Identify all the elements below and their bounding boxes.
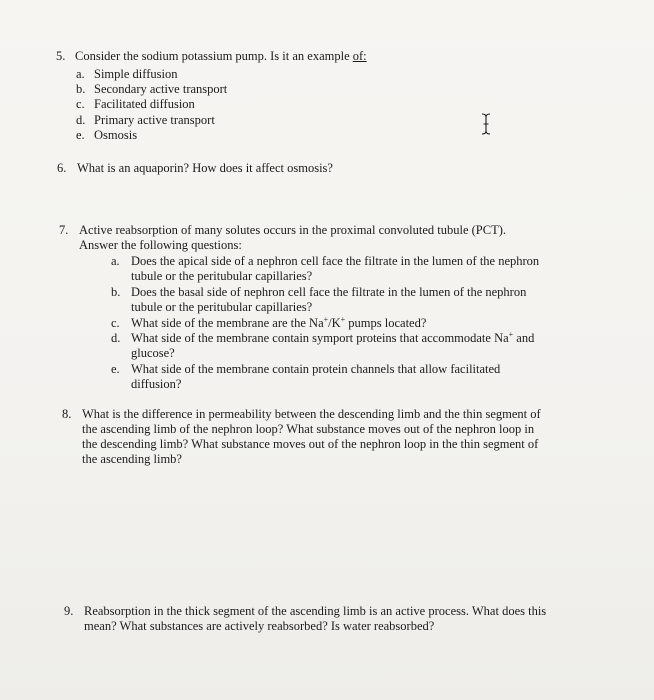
option-letter: e. bbox=[76, 128, 85, 142]
question-number: 5. bbox=[56, 49, 66, 63]
question-number: 9. bbox=[64, 604, 74, 618]
option-letter: b. bbox=[76, 82, 86, 96]
text-part: What side of the membrane contain symport proteins that accommodate Na bbox=[131, 331, 509, 345]
text-part: /K bbox=[328, 316, 341, 330]
option-letter: d. bbox=[76, 113, 86, 127]
question-number: 8. bbox=[62, 407, 72, 421]
option-text: Secondary active transport bbox=[94, 82, 228, 96]
question-text-line: the ascending limb of the nephron loop? What substance moves out of the nephron loop in bbox=[82, 422, 535, 436]
question-text-line: mean? What substances are actively reabsorbed? Is water reabsorbed? bbox=[84, 619, 435, 633]
subquestion-letter: e. bbox=[111, 362, 120, 376]
question-text-line: the descending limb? What substance moves out of the nephron loop in the thin segment of bbox=[82, 437, 539, 451]
subquestion-text: Does the basal side of nephron cell face the filtrate in the lumen of the nephron bbox=[131, 285, 527, 299]
subquestion-text: glucose? bbox=[131, 346, 175, 360]
question-text-line: Active reabsorption of many solutes occurs in the proximal convoluted tubule (PCT). bbox=[79, 223, 506, 237]
subquestion-text: Does the apical side of a nephron cell face the filtrate in the lumen of the nephron bbox=[131, 254, 540, 268]
superscript: + bbox=[508, 329, 514, 339]
subquestion-letter: a. bbox=[111, 254, 120, 268]
option-text: Primary active transport bbox=[94, 113, 215, 127]
question-text: What is an aquaporin? How does it affect osmosis? bbox=[77, 161, 333, 175]
option-letter: c. bbox=[76, 97, 85, 111]
subquestion-text: diffusion? bbox=[131, 377, 182, 391]
subquestion-letter: c. bbox=[111, 316, 120, 330]
option-letter: a. bbox=[76, 67, 85, 81]
subquestion-letter: b. bbox=[111, 285, 121, 299]
question-text-line: What is the difference in permeability between the descending limb and the thin segment of bbox=[82, 407, 541, 421]
subquestion-text: What side of the membrane contain protein channels that allow facilitated bbox=[131, 362, 501, 376]
subquestion-text bbox=[131, 330, 534, 346]
superscript: + bbox=[323, 314, 329, 324]
text-cursor-icon bbox=[480, 113, 492, 135]
text-part: pumps located? bbox=[345, 316, 427, 330]
question-number: 7. bbox=[59, 223, 69, 237]
subquestion-letter: d. bbox=[111, 331, 121, 345]
subquestion-text: tubule or the peritubular capillaries? bbox=[131, 269, 313, 283]
subquestion-text: tubule or the peritubular capillaries? bbox=[131, 300, 313, 314]
question-text-line: the ascending limb? bbox=[82, 452, 182, 466]
question-text-line: Reabsorption in the thick segment of the ascending limb is an active process. What does this bbox=[84, 604, 547, 618]
subquestion-text bbox=[131, 315, 426, 331]
prompt-underlined-text: of: bbox=[352, 49, 367, 63]
option-text: Osmosis bbox=[94, 128, 138, 142]
superscript: + bbox=[340, 314, 346, 324]
text-part: and bbox=[513, 331, 535, 345]
text-part: What side of the membrane are the Na bbox=[131, 316, 324, 330]
question-prompt bbox=[75, 48, 367, 64]
question-number: 6. bbox=[57, 161, 67, 175]
option-text: Facilitated diffusion bbox=[94, 97, 195, 111]
prompt-text: Consider the sodium potassium pump. Is it an example bbox=[75, 49, 353, 63]
question-text-line: Answer the following questions: bbox=[79, 238, 242, 252]
option-text: Simple diffusion bbox=[94, 67, 178, 81]
